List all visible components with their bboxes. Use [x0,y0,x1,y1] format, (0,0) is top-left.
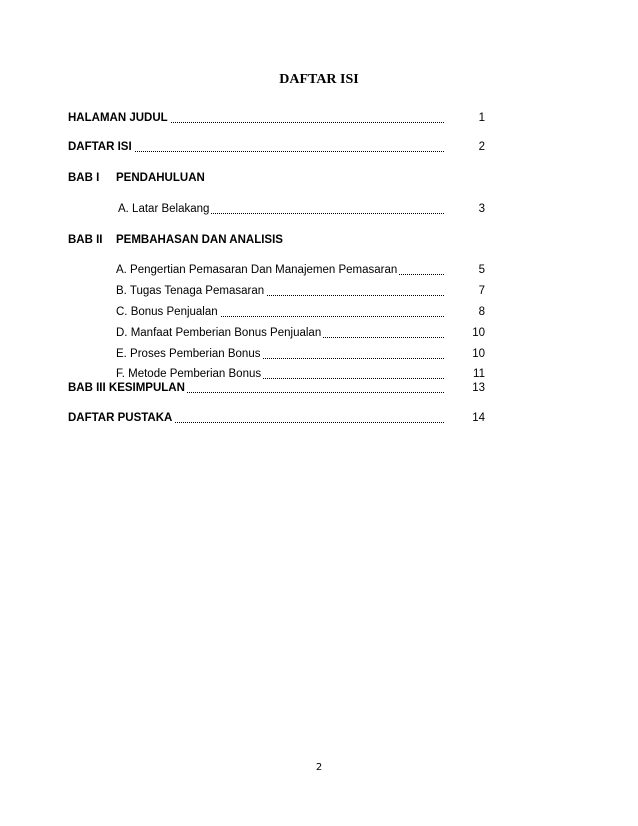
toc-entry-tugas-tenaga-pemasaran [0,283,638,299]
toc-entry-bonus-penjualan [0,304,638,320]
toc-entry-halaman-judul [0,110,638,126]
toc-page-number: 14 [472,412,485,424]
chapter-title: PENDAHULUAN [116,172,205,184]
chapter-label: BAB I [68,172,100,184]
toc-page-number: 3 [478,203,485,215]
toc-entry-text: BAB III KESIMPULAN [68,382,185,394]
footer-page-number: 2 [315,762,323,773]
toc-page-number: 10 [472,348,485,360]
toc-entry-text: B. Tugas Tenaga Pemasaran [116,285,265,297]
toc-entry-proses-pemberian-bonus [0,346,638,362]
toc-entry-text: DAFTAR ISI [68,141,132,153]
toc-entry-pengertian-pemasaran [0,262,638,278]
toc-entry-latar-belakang [0,201,638,217]
chapter-heading-bab2 [0,232,638,248]
chapter-heading-bab1 [0,170,638,186]
toc-entry-text: HALAMAN JUDUL [68,112,168,124]
toc-page-number: 8 [478,306,485,318]
toc-page-number: 10 [472,327,485,339]
toc-entry-text: A. Latar Belakang [118,203,210,215]
toc-entry-text: DAFTAR PUSTAKA [68,412,173,424]
toc-entry-manfaat-pemberian-bonus [0,325,638,341]
toc-page-number: 1 [478,112,485,124]
toc-page-number: 13 [472,382,485,394]
toc-page-number: 7 [478,285,485,297]
chapter-title: PEMBAHASAN DAN ANALISIS [116,234,283,246]
toc-entry-bab3-kesimpulan [0,380,638,396]
toc-page-number: 11 [473,368,485,380]
toc-entry-daftar-isi [0,139,638,155]
toc-entry-text: D. Manfaat Pemberian Bonus Penjualan [116,327,322,339]
toc-page-number: 2 [478,141,485,153]
toc-entry-text: F. Metode Pemberian Bonus [116,368,262,380]
toc-entry-daftar-pustaka [0,410,638,426]
toc-page-number: 5 [478,264,485,276]
toc-entry-text: E. Proses Pemberian Bonus [116,348,261,360]
toc-entry-text: A. Pengertian Pemasaran Dan Manajemen Pemasaran [116,264,398,276]
toc-entry-text: C. Bonus Penjualan [116,306,218,318]
page-title: DAFTAR ISI [279,72,359,87]
chapter-label: BAB II [68,234,103,246]
